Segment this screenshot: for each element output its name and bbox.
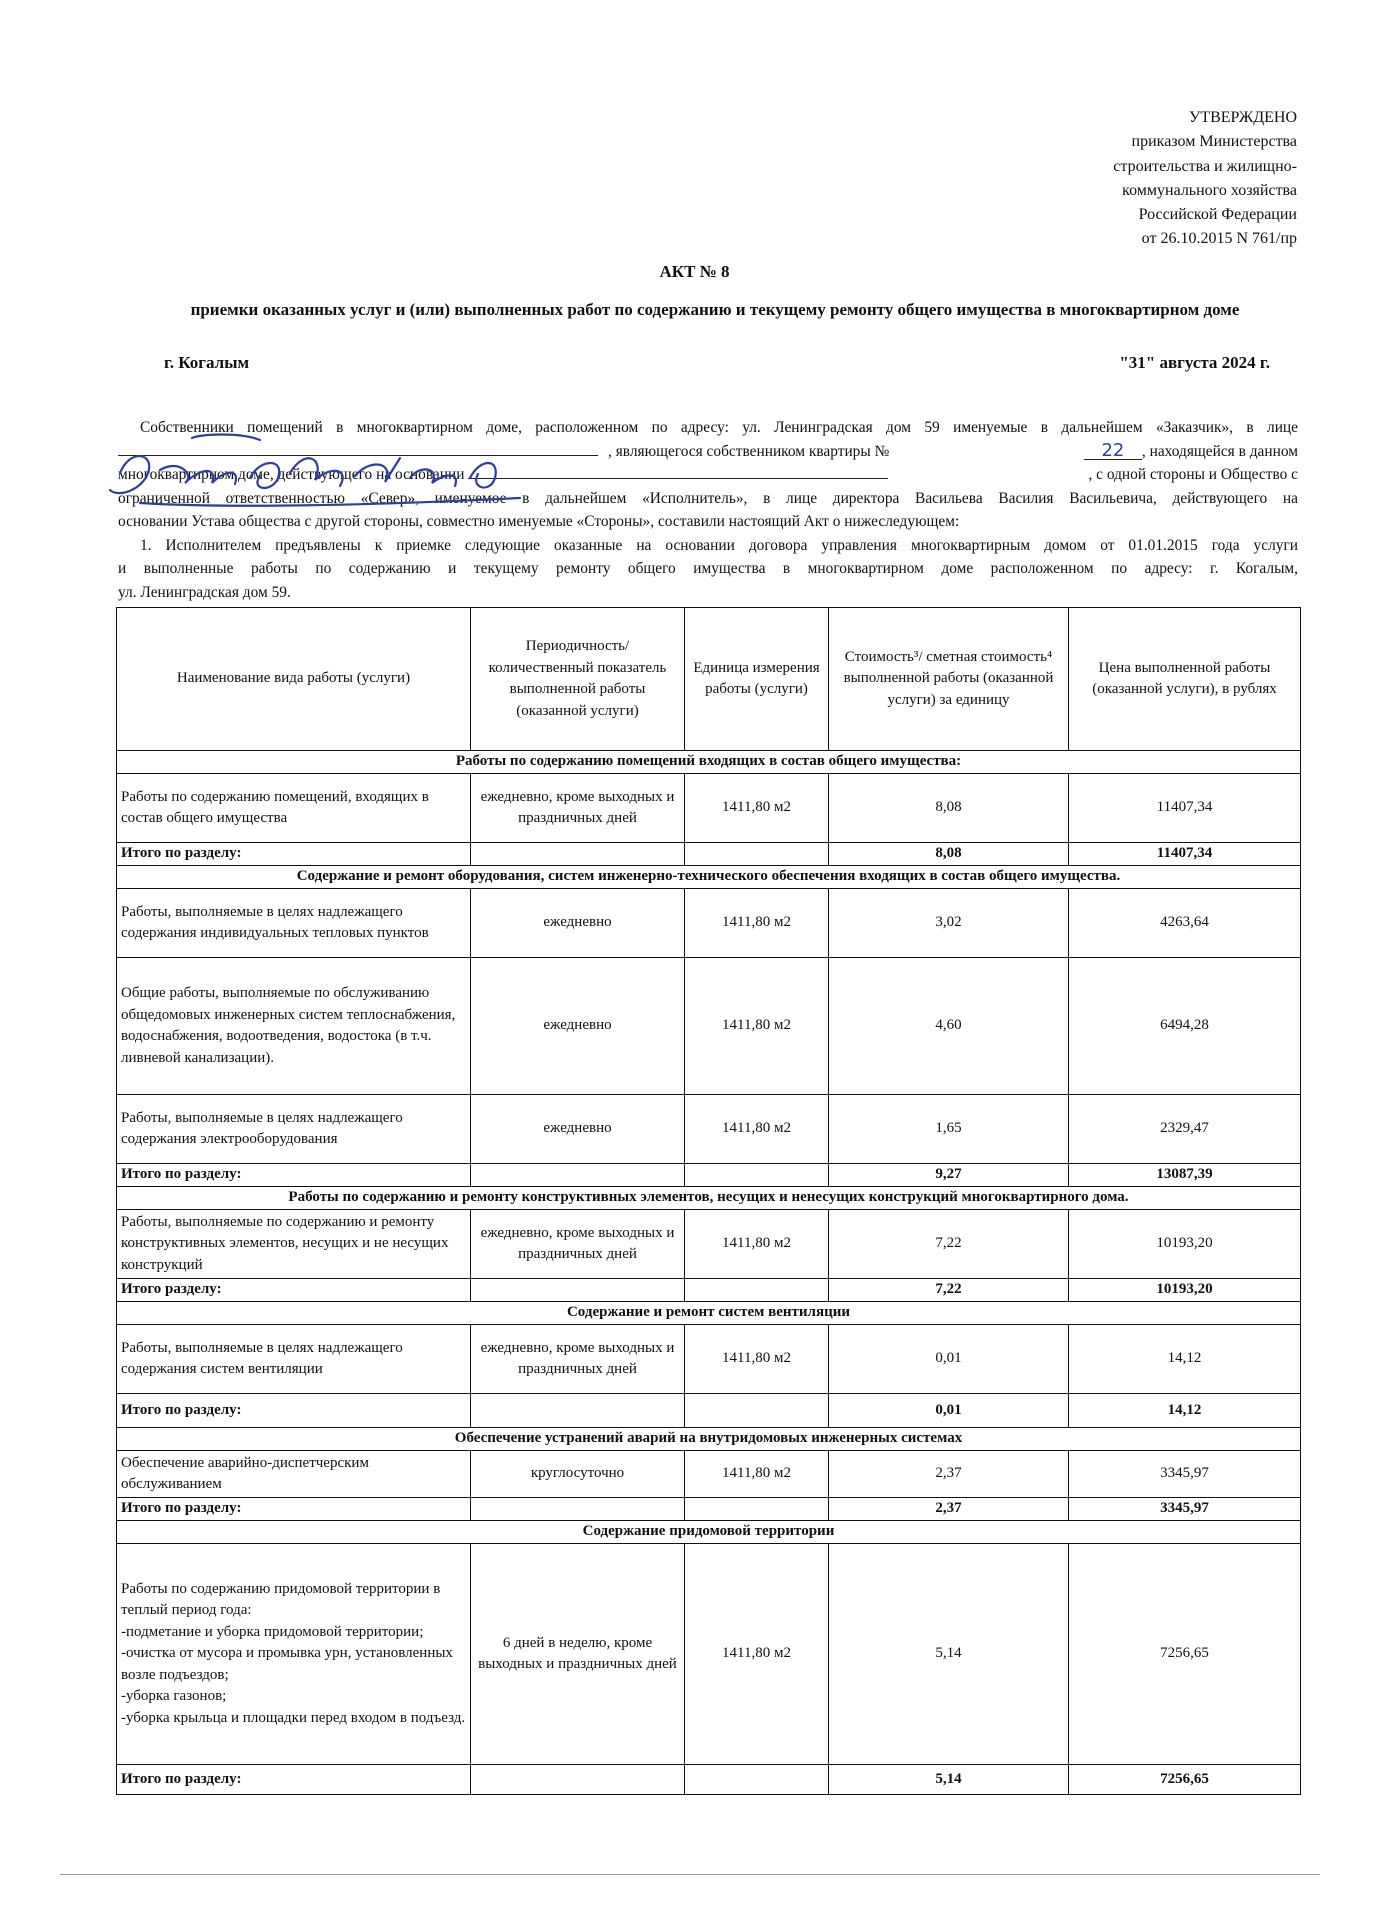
approval-line: строительства и жилищно-: [1113, 157, 1297, 175]
header-cost: Стоимость³/ сметная стоимость⁴ выполненной работы (оказанной услуги) за единицу: [829, 608, 1069, 751]
page-bottom-rule: [60, 1874, 1320, 1875]
work-cost: 2,37: [829, 1451, 1069, 1498]
work-price: 14,12: [1069, 1325, 1301, 1394]
section-title: Содержание и ремонт оборудования, систем инженерно-технического обеспечения входящих в состав общего имущества.: [117, 866, 1301, 889]
table-row: [117, 1210, 1301, 1279]
approval-block: [997, 106, 1297, 252]
work-cost: 4,60: [829, 958, 1069, 1095]
approval-line: Российской Федерации: [1138, 206, 1297, 224]
total-label: Итого по разделу:: [117, 1765, 471, 1795]
header-unit: Единица измерения работы (услуги): [685, 608, 829, 751]
work-unit: 1411,80 м2: [685, 1325, 829, 1394]
approval-line: от 26.10.2015 N 761/пр: [1141, 230, 1297, 248]
total-row: [117, 843, 1301, 866]
work-unit: 1411,80 м2: [685, 1210, 829, 1279]
total-label: Итого по разделу:: [117, 843, 471, 866]
section-row: [117, 866, 1301, 889]
approval-line: УТВЕРЖДЕНО: [1188, 109, 1297, 126]
work-unit: 1411,80 м2: [685, 889, 829, 958]
section-title: Содержание придомовой территории: [117, 1521, 1301, 1544]
work-period: ежедневно, кроме выходных и праздничных дней: [471, 1210, 685, 1279]
section-title: Содержание и ремонт систем вентиляции: [117, 1302, 1301, 1325]
work-name: Работы, выполняемые в целях надлежащего содержания индивидуальных тепловых пунктов: [117, 889, 471, 958]
work-price: 10193,20: [1069, 1210, 1301, 1279]
work-name: Работы по содержанию помещений, входящих в состав общего имущества: [117, 774, 471, 843]
work-period: ежедневно, кроме выходных и праздничных дней: [471, 1325, 685, 1394]
work-price: 7256,65: [1069, 1544, 1301, 1765]
work-price: 6494,28: [1069, 958, 1301, 1095]
work-name-line: -уборка газонов;: [121, 1688, 227, 1705]
act-subtitle: приемки оказанных услуг и (или) выполненных работ по содержанию и текущему ремонту общего имущества в многоквартирном доме: [190, 300, 1240, 319]
table-row: [117, 889, 1301, 958]
work-name-line: -уборка крыльца и площадки перед входом в подъезд.: [121, 1709, 466, 1726]
total-cost: 7,22: [829, 1279, 1069, 1302]
total-cost: 2,37: [829, 1498, 1069, 1521]
work-cost: 5,14: [829, 1544, 1069, 1765]
intro-line: и выполненные работы по содержанию и текущему ремонту общего имущества в многоквартирном доме расположенном по адресу: г. Когалым,: [118, 560, 1298, 577]
section-row: [117, 1428, 1301, 1451]
approval-line: приказом Министерства: [1131, 133, 1297, 151]
total-label: Итого разделу:: [117, 1279, 471, 1302]
work-unit: 1411,80 м2: [685, 958, 829, 1095]
total-row: [117, 1164, 1301, 1187]
city: г. Когалым: [164, 353, 250, 372]
intro-text: , являющегося собственником квартиры №: [608, 442, 890, 460]
table-row: [117, 1325, 1301, 1394]
work-cost: 8,08: [829, 774, 1069, 843]
intro-text: , с одной стороны и Общество с: [1088, 466, 1298, 483]
work-name-line: Работы по содержанию придомовой территории в теплый период года:: [121, 1580, 441, 1619]
total-price: 3345,97: [1069, 1498, 1301, 1521]
intro-line: основании Устава общества с другой стороны, совместно именуемые «Стороны», составили настоящий Акт о нижеследующем:: [118, 513, 960, 530]
table-header-row: [117, 608, 1301, 751]
header-price: Цена выполненной работы (оказанной услуги), в рублях: [1069, 608, 1301, 751]
act-title: АКТ № 8: [659, 262, 730, 281]
section-row: [117, 1521, 1301, 1544]
intro-text: , находящейся в данном: [1141, 442, 1298, 460]
intro-text: многоквартирном доме, действующего на основании: [118, 466, 465, 483]
total-label: Итого по разделу:: [117, 1164, 471, 1187]
intro-line: ул. Ленинградская дом 59.: [118, 583, 291, 601]
work-name: [117, 1544, 471, 1765]
work-unit: 1411,80 м2: [685, 1544, 829, 1765]
total-row: [117, 1279, 1301, 1302]
apartment-number: 22: [1084, 443, 1142, 460]
work-price: 3345,97: [1069, 1451, 1301, 1498]
work-unit: 1411,80 м2: [685, 1095, 829, 1164]
work-name: Работы, выполняемые в целях надлежащего содержания электрооборудования: [117, 1095, 471, 1164]
table-row: [117, 1544, 1301, 1765]
work-name-line: -очистка от мусора и промывка урн, установленных возле подъездов;: [121, 1645, 453, 1683]
total-cost: 5,14: [829, 1765, 1069, 1795]
work-period: круглосуточно: [471, 1451, 685, 1498]
work-cost: 7,22: [829, 1210, 1069, 1279]
section-row: [117, 1187, 1301, 1210]
work-period: ежедневно: [471, 958, 685, 1095]
table-row: [117, 1451, 1301, 1498]
total-label: Итого по разделу:: [117, 1498, 471, 1521]
section-row: [117, 1302, 1301, 1325]
header-period: Периодичность/ количественный показатель выполненной работы (оказанной услуги): [471, 608, 685, 751]
work-price: 2329,47: [1069, 1095, 1301, 1164]
table-row: [117, 774, 1301, 843]
section-row: [117, 751, 1301, 774]
work-period: ежедневно: [471, 889, 685, 958]
work-price: 11407,34: [1069, 774, 1301, 843]
intro-line: 1. Исполнителем предъявлены к приемке следующие оказанные на основании договора управления многоквартирным домом от 01.01.2015 года услуги: [140, 536, 1298, 554]
total-price: 10193,20: [1069, 1279, 1301, 1302]
total-price: 13087,39: [1069, 1164, 1301, 1187]
section-title: Работы по содержанию помещений входящих в состав общего имущества:: [117, 751, 1301, 774]
total-row: [117, 1394, 1301, 1428]
table-row: [117, 1095, 1301, 1164]
work-period: ежедневно: [471, 1095, 685, 1164]
work-name-line: -подметание и уборка придомовой территории;: [121, 1623, 424, 1640]
section-title: Обеспечение устранений аварий на внутридомовых инженерных системах: [117, 1428, 1301, 1451]
intro-line: ограниченной ответственностью «Север», именуемое в дальнейшем «Исполнитель», в лице директора Васильева Василия Васильевича, действующего на: [118, 489, 1298, 507]
signature-scribble: [100, 428, 570, 523]
work-name: Работы, выполняемые по содержанию и ремонту конструктивных элементов, несущих и не несущих конструкций: [117, 1210, 471, 1279]
works-table: [116, 607, 1301, 1795]
work-name: Обеспечение аварийно-диспетчерским обслуживанием: [117, 1451, 471, 1498]
section-title: Работы по содержанию и ремонту конструктивных элементов, несущих и ненесущих конструкций многоквартирного дома.: [117, 1187, 1301, 1210]
work-period: 6 дней в неделю, кроме выходных и праздничных дней: [471, 1544, 685, 1765]
work-cost: 3,02: [829, 889, 1069, 958]
work-price: 4263,64: [1069, 889, 1301, 958]
work-name: Общие работы, выполняемые по обслуживанию общедомовых инженерных систем теплоснабжения, водоснабжения, водоотведения, водостока (в т.ч. ливневой канализации).: [117, 958, 471, 1095]
total-label: Итого по разделу:: [117, 1394, 471, 1428]
work-name: Работы, выполняемые в целях надлежащего содержания систем вентиляции: [117, 1325, 471, 1394]
total-cost: 8,08: [829, 843, 1069, 866]
total-price: 14,12: [1069, 1394, 1301, 1428]
total-cost: 9,27: [829, 1164, 1069, 1187]
work-unit: 1411,80 м2: [685, 774, 829, 843]
intro-line: Собственники помещений в многоквартирном доме, расположенном по адресу: ул. Ленинградская дом 59 именуемые в дальнейшем «Заказчик», в лице: [140, 419, 1298, 436]
total-row: [117, 1498, 1301, 1521]
act-date: "31" августа 2024 г.: [1119, 353, 1270, 372]
total-cost: 0,01: [829, 1394, 1069, 1428]
total-price: 7256,65: [1069, 1765, 1301, 1795]
approval-line: коммунального хозяйства: [1122, 181, 1297, 199]
work-cost: 0,01: [829, 1325, 1069, 1394]
header-name: Наименование вида работы (услуги): [117, 608, 471, 751]
total-price: 11407,34: [1069, 843, 1301, 866]
work-period: ежедневно, кроме выходных и праздничных дней: [471, 774, 685, 843]
table-row: [117, 958, 1301, 1095]
work-cost: 1,65: [829, 1095, 1069, 1164]
work-unit: 1411,80 м2: [685, 1451, 829, 1498]
total-row: [117, 1765, 1301, 1795]
